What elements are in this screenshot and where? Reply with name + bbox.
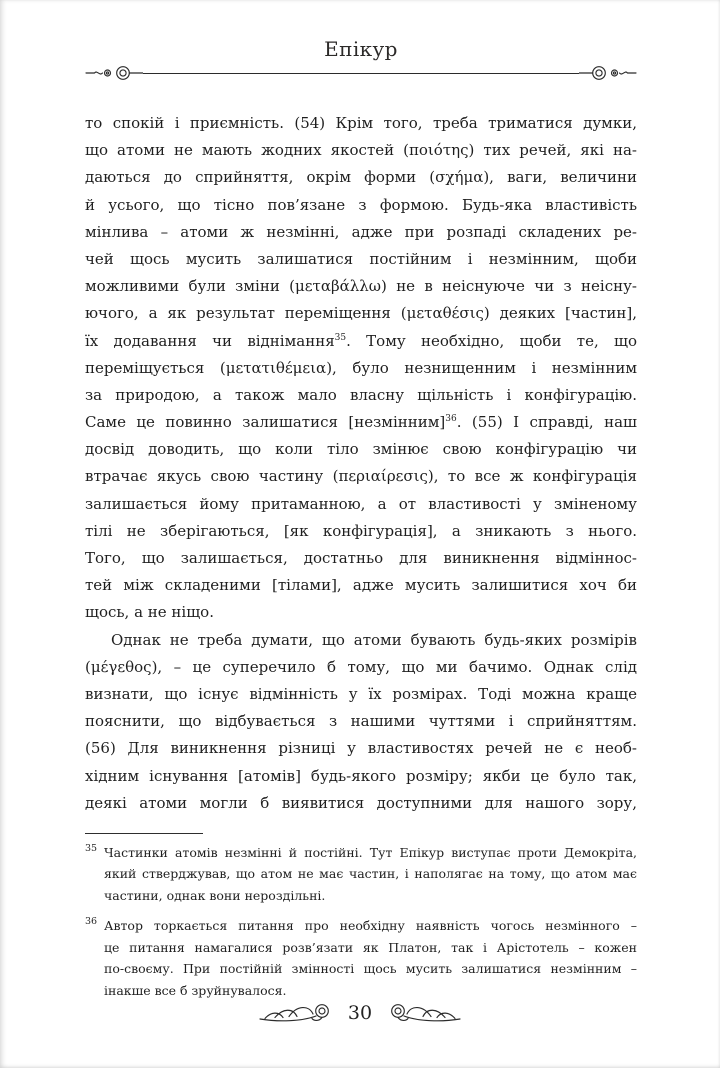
body-line: досвід доводить, що коли тіло змінює свою конфігурацію чи (85, 440, 637, 459)
footnote (85, 915, 637, 1001)
footnote (85, 842, 637, 907)
footnote-number: 36 (85, 916, 98, 928)
body-line: (μέγεθος), – це суперечило б тому, що ми бачимо. Однак слід (85, 657, 637, 676)
body-line: Однак не треба думати, що атоми бувають будь-яких розмірів (111, 630, 637, 649)
body-line: деякі атоми могли б виявитися доступними для нашого зору, (85, 793, 637, 812)
body-line: залишається йому притаманною, а от властивості у зміненому (85, 494, 637, 513)
divider-rule (143, 73, 579, 74)
body-line: що атоми не мають жодних якостей (ποιότης) тих речей, які на- (85, 141, 637, 160)
footnote-line: який стверджував, що атом не має частин, і наполягає на тому, що атом має (104, 866, 637, 882)
divider-flourish-right-icon (579, 62, 637, 84)
footnote-ref: 35 (334, 332, 347, 343)
page-number: 30 (347, 1002, 373, 1024)
footnote-ref: 36 (445, 414, 457, 425)
footnote-line: по-своєму. При постійній змінності щось мусить залишатися незмінним – (104, 961, 637, 977)
body-line: можливими були зміни (μεταβάλλω) не в неіснуюче чи з неісну- (85, 277, 637, 296)
body-line: Саме це повинно залишатися [незмінним]$^{36}$. (55) І справді, наш (85, 413, 637, 432)
footnote-line: інакше все б зруйнувалося. (104, 982, 287, 998)
body-line: щось, а не ніщо. (85, 603, 214, 622)
body-line: визнати, що існує відмінність у їх розмірах. Тоді можна краще (85, 684, 637, 703)
body-line: їх додавання чи віднімання$^{35}$. Тому необхідно, щоби те, що (85, 331, 637, 350)
body-line: тілі не зберігаються, [як конфігурація], а зникають з нього. (85, 521, 637, 540)
body-line: ючого, а як результат переміщення (μεταθέσις) деяких [частин], (85, 304, 637, 323)
footer-flourish-left-icon (258, 1000, 336, 1026)
body-line: Того, що залишається, достатньо для виникнення відміннос- (85, 549, 637, 567)
body-line: чей щось мусить залишатися постійним і незмінним, щоби (85, 249, 637, 268)
body-line: за природою, а також мало власну щільність і конфігурацію. (85, 385, 637, 404)
page-footer (0, 1000, 720, 1026)
body-line: даються до сприйняття, окрім форми (σχήμα), ваги, величини (85, 168, 637, 187)
footnote-separator (85, 833, 203, 834)
divider-flourish-left-icon (85, 62, 143, 84)
running-header-title: Епікур (324, 37, 398, 61)
body-line: (56) Для виникнення різниці у властивостях речей не є необ- (85, 739, 637, 758)
footnote-line: Автор торкається питання про необхідну наявність чогось незмінного – (104, 918, 637, 934)
footnote-line: Частинки атомів незмінні й постійні. Тут Епікур виступає проти Демокріта, (104, 844, 637, 860)
footer-flourish-right-icon (384, 1000, 462, 1026)
footnote-line: це питання намагалися розв’язати як Платон, так і Арістотель – кожен (104, 939, 637, 955)
body-line: мінлива – атоми ж незмінні, адже при розпаді складених ре- (85, 222, 637, 241)
body-line: переміщується (μετατιθέμεια), було незнищенним і незмінним (85, 358, 637, 377)
body-line: то спокій і приємність. (54) Крім того, треба триматися думки, (85, 114, 637, 132)
footnote-number: 35 (85, 842, 98, 854)
footnote-line: частини, однак вони нероздільні. (104, 887, 326, 903)
body-text (85, 110, 637, 817)
body-line: тей між складеними [тілами], адже мусить залишитися хоч би (85, 576, 637, 595)
body-line: й усього, що тісно пов’язане з формою. Будь-яка властивість (85, 195, 637, 214)
header-divider (85, 62, 637, 84)
body-line: пояснити, що відбувається з нашими чуттями і сприйняттям. (85, 712, 637, 731)
footnotes (85, 842, 637, 1002)
body-line: втрачає якусь свою частину (περιαίρεσις), то все ж конфігурація (85, 467, 637, 486)
body-line: хідним існування [атомів] будь-якого розміру; якби це було так, (85, 766, 637, 785)
